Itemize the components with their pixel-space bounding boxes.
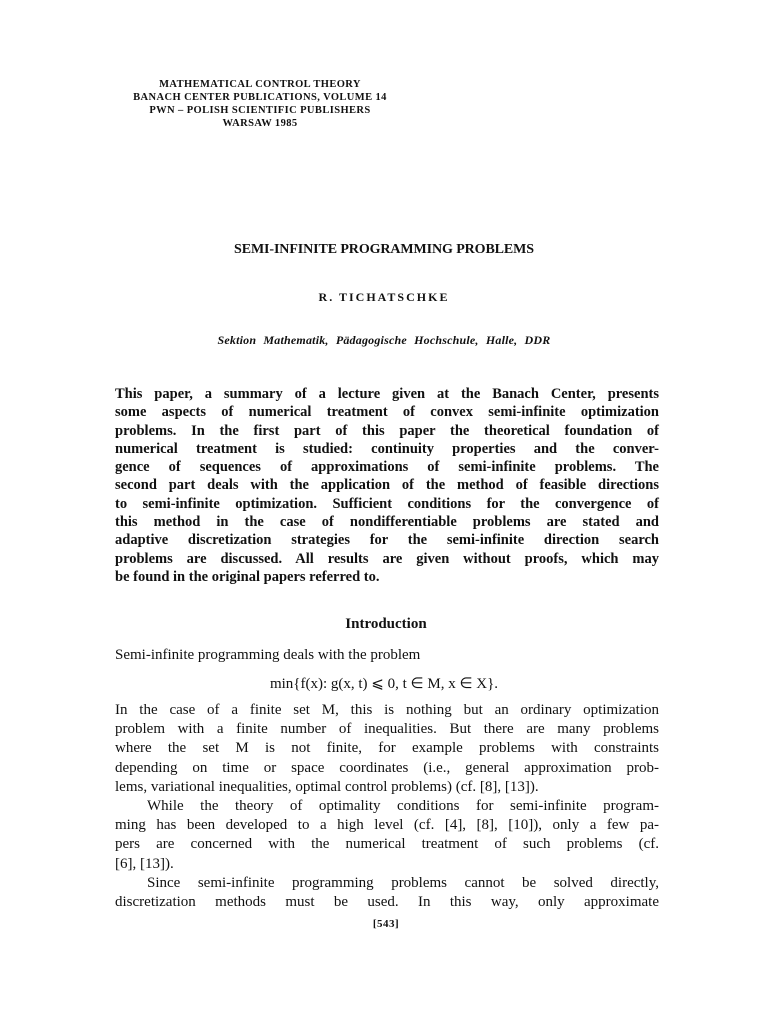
author-affiliation: Sektion Mathematik, Pädagogische Hochschule, Halle, DDR [217,333,551,347]
header-line: MATHEMATICAL CONTROL THEORY [159,79,361,90]
header-line: WARSAW 1985 [222,118,298,129]
body-line: Semi-infinite programming deals with the problem [115,647,421,663]
body-line: In the case of a finite set M, this is nothing but an ordinary optimization [115,702,659,718]
body-line: lems, variational inequalities, optimal control problems) (cf. [8], [13]). [115,778,539,795]
body-line: where the set M is not finite, for example problems with constraints [115,740,659,757]
body-line: depending on time or space coordinates (i.e., general approximation prob- [115,759,659,776]
page-number: [543] [372,918,400,930]
publication-header [100,78,420,130]
abstract [115,385,659,586]
abstract-line: some aspects of numerical treatment of convex semi-infinite optimization [115,404,659,421]
intro-lead-paragraph [115,646,659,665]
body-line: ming has been developed to a high level (cf. [4], [8], [10]), only a few pa- [115,817,659,834]
abstract-line: This paper, a summary of a lecture given at the Banach Center, presents [115,386,659,402]
abstract-line: adaptive discretization strategies for the semi-infinite direction search [115,532,659,549]
section-heading-introduction: Introduction [345,616,427,632]
abstract-line: gence of sequences of approximations of semi-infinite problems. The [115,459,659,476]
abstract-line: numerical treatment is studied: continuity properties and the conver- [115,440,659,457]
header-line: BANACH CENTER PUBLICATIONS, VOLUME 14 [133,92,387,103]
body-line: pers are concerned with the numerical treatment of such problems (cf. [115,836,659,853]
abstract-line: be found in the original papers referred to. [115,568,380,585]
paper-author: R. TICHATSCHKE [318,290,450,304]
abstract-line: second part deals with the application of the method of feasible directions [115,477,659,494]
body-line: discretization methods must be used. In this way, only approximate [115,894,659,911]
abstract-line: to semi-infinite optimization. Sufficient conditions for the convergence of [115,495,659,512]
body-line: Since semi-infinite programming problems cannot be solved directly, [147,874,659,891]
abstract-line: this method in the case of nondifferentiable problems are stated and [115,514,659,531]
body-line: While the theory of optimality conditions for semi-infinite program- [147,798,659,815]
body-line: problem with a finite number of inequalities. But there are many problems [115,721,659,738]
intro-body-text [115,701,659,912]
body-line: [6], [13]). [115,855,174,872]
abstract-line: problems. In the first part of this paper the theoretical foundation of [115,422,659,439]
problem-formula: min{f(x): g(x, t) ⩽ 0, t ∈ M, x ∈ X}. [269,676,499,692]
paper-title: SEMI-INFINITE PROGRAMMING PROBLEMS [234,242,534,257]
header-line: PWN – POLISH SCIENTIFIC PUBLISHERS [149,105,371,116]
abstract-line: problems are discussed. All results are given without proofs, which may [115,550,659,567]
